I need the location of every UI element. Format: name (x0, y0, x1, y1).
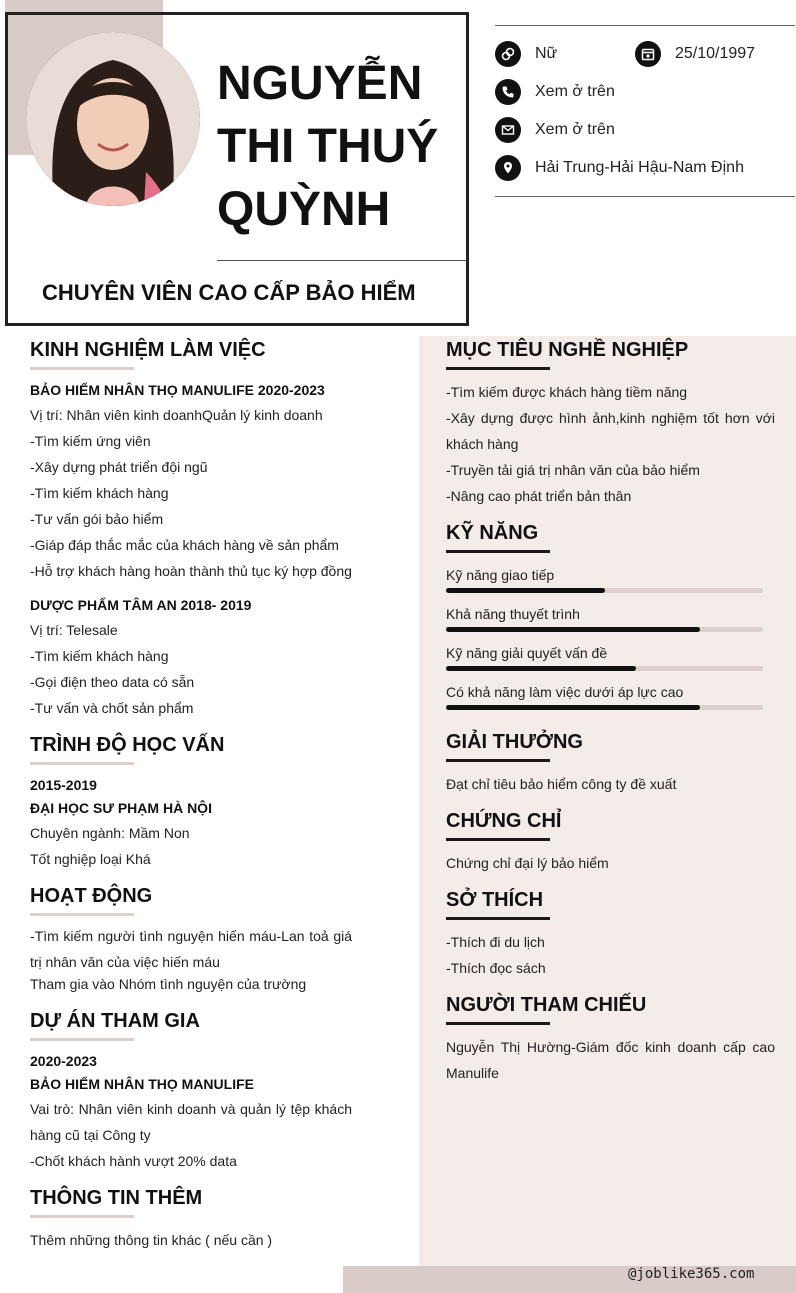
full-name (217, 52, 457, 241)
contact-birthday (635, 41, 755, 67)
avatar (26, 32, 200, 206)
job-2-line: -Gọi điện theo data có sẵn (30, 674, 195, 690)
skill-fill (446, 666, 636, 671)
more-info-underline (30, 1215, 134, 1218)
job-2-line: -Tìm kiếm khách hàng (30, 648, 169, 664)
projects-years: 2020-2023 (30, 1053, 97, 1069)
certificates-text: Chứng chỉ đại lý bảo hiểm (446, 855, 609, 871)
contact-email (495, 117, 615, 143)
calendar-icon (635, 41, 661, 67)
education-underline (30, 762, 134, 765)
location-pin-icon (495, 155, 521, 181)
awards-title: GIẢI THƯỞNG (446, 731, 583, 753)
address-value: Hải Trung-Hải Hậu-Nam Định (535, 159, 744, 176)
skill-bar (446, 666, 763, 671)
skill-name: Có khả năng làm việc dưới áp lực cao (446, 684, 684, 700)
skill-bar (446, 705, 763, 710)
job-1-line: -Xây dựng phát triển đội ngũ (30, 459, 208, 475)
name-line-1: NGUYỄN (217, 57, 423, 110)
job-title: CHUYÊN VIÊN CAO CẤP BẢO HIỂM (42, 280, 416, 305)
references-text: Nguyễn Thị Hường-Giám đốc kinh doanh cấp cao Manulife (446, 1039, 775, 1081)
awards-underline (446, 759, 550, 762)
objective-line: -Nâng cao phát triển bản thân (446, 488, 632, 504)
more-info-title: THÔNG TIN THÊM (30, 1187, 203, 1209)
skill-fill (446, 627, 700, 632)
experience-underline (30, 367, 134, 370)
education-grade: Tốt nghiệp loại Khá (30, 851, 151, 867)
job-1-line: -Tìm kiếm khách hàng (30, 485, 169, 501)
skill-name: Kỹ năng giao tiếp (446, 567, 555, 583)
hobbies-underline (446, 917, 550, 920)
certificates-underline (446, 838, 550, 841)
header-divider (217, 260, 466, 261)
hobbies-title: SỞ THÍCH (446, 889, 544, 911)
experience-title: KINH NGHIỆM LÀM VIỆC (30, 339, 266, 361)
job-1-line: -Hỗ trợ khách hàng hoàn thành thủ tục ký hợp đồng (30, 563, 352, 579)
objective-paragraph: -Xây dựng được hình ảnh,kinh nghiệm tốt hơn với khách hàng (446, 410, 775, 452)
job-1-line: Vị trí: Nhân viên kinh doanhQuản lý kinh doanh (30, 407, 323, 423)
job-1-heading: BẢO HIỂM NHÂN THỌ MANULIFE 2020-2023 (30, 382, 325, 398)
education-title: TRÌNH ĐỘ HỌC VẤN (30, 734, 225, 756)
skill-bar (446, 627, 763, 632)
contact-phone (495, 79, 615, 105)
education-school: ĐẠI HỌC SƯ PHẠM HÀ NỘI (30, 800, 212, 816)
skills-title: KỸ NĂNG (446, 522, 539, 544)
job-1-line: -Tư vấn gói bảo hiểm (30, 511, 164, 527)
footer-watermark: @joblike365.com (628, 1266, 755, 1282)
projects-underline (30, 1038, 134, 1041)
job-2-line: -Tư vấn và chốt sản phẩm (30, 700, 194, 716)
projects-role: Vai trò: Nhân viên kinh doanh và quản lý tệp khách hàng cũ tại Công ty (30, 1101, 352, 1143)
awards-text: Đạt chỉ tiêu bảo hiểm công ty đề xuất (446, 776, 677, 792)
gender-icon (495, 41, 521, 67)
job-1-line: -Giáp đáp thắc mắc của khách hàng về sản phẩm (30, 537, 339, 553)
skill-fill (446, 588, 605, 593)
education-years: 2015-2019 (30, 777, 97, 793)
job-1-line: -Tìm kiếm ứng viên (30, 433, 151, 449)
email-icon (495, 117, 521, 143)
activities-underline (30, 913, 134, 916)
objective-title: MỤC TIÊU NGHỀ NGHIỆP (446, 339, 689, 361)
gender-value: Nữ (535, 45, 558, 62)
contact-bottom-rule (495, 196, 795, 197)
education-major: Chuyên ngành: Mầm Non (30, 825, 190, 841)
activities-paragraph: -Tìm kiếm người tình nguyện hiến máu-Lan toả giá trị nhân văn của việc hiến máu (30, 928, 352, 970)
objective-underline (446, 367, 550, 370)
contact-address (495, 155, 744, 181)
references-title: NGƯỜI THAM CHIẾU (446, 994, 647, 1016)
projects-company: BẢO HIỂM NHÂN THỌ MANULIFE (30, 1076, 254, 1092)
job-2-line: Vị trí: Telesale (30, 622, 118, 638)
phone-icon (495, 79, 521, 105)
skill-name: Kỹ năng giải quyết vấn đề (446, 645, 608, 661)
job-2-heading: DƯỢC PHẨM TÂM AN 2018- 2019 (30, 597, 252, 613)
email-value: Xem ở trên (535, 121, 615, 138)
skill-name: Khả năng thuyết trình (446, 606, 580, 622)
hobby-item: -Thích đi du lịch (446, 934, 545, 950)
skills-underline (446, 550, 550, 553)
birthday-value: 25/10/1997 (675, 45, 756, 62)
phone-value: Xem ở trên (535, 83, 615, 100)
projects-title: DỰ ÁN THAM GIA (30, 1010, 200, 1032)
name-line-3: QUỲNH (217, 183, 391, 236)
activities-line: Tham gia vào Nhóm tình nguyện của trường (30, 976, 307, 992)
name-line-2: THI THUÝ (217, 120, 439, 173)
skill-bar (446, 588, 763, 593)
projects-result: -Chốt khách hành vượt 20% data (30, 1153, 237, 1169)
skill-fill (446, 705, 700, 710)
avatar-photo (26, 32, 200, 206)
certificates-title: CHỨNG CHỈ (446, 810, 562, 832)
contact-gender (495, 41, 557, 67)
activities-title: HOẠT ĐỘNG (30, 885, 153, 907)
objective-line: -Tìm kiếm được khách hàng tiềm năng (446, 384, 688, 400)
contact-top-rule (495, 25, 795, 26)
objective-line: -Truyền tải giá trị nhân văn của bảo hiểm (446, 462, 700, 478)
references-underline (446, 1022, 550, 1025)
more-info-text: Thêm những thông tin khác ( nếu cần ) (30, 1232, 273, 1248)
hobby-item: -Thích đọc sách (446, 960, 546, 976)
